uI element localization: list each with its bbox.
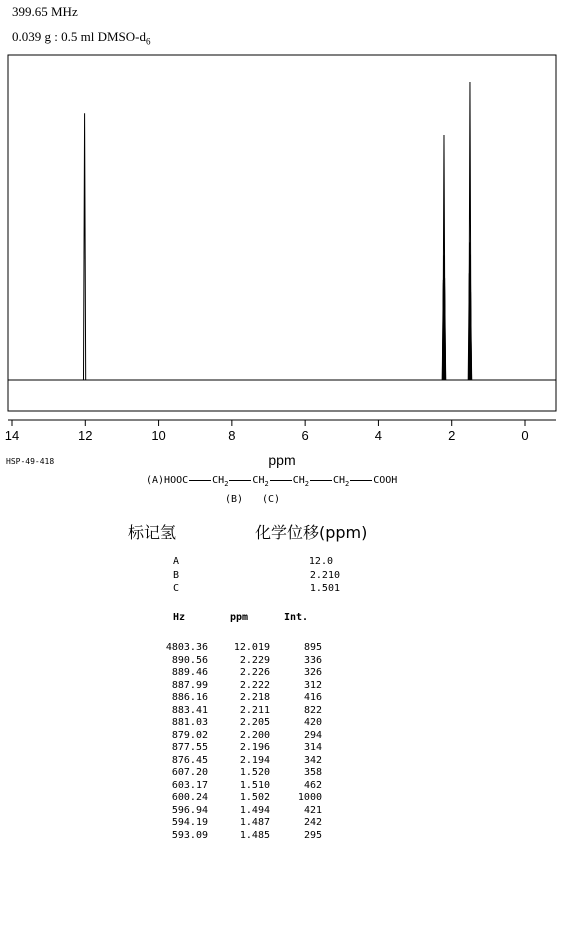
table-row bbox=[150, 792, 322, 805]
spectrum-peak bbox=[83, 113, 85, 380]
x-tick-label: 6 bbox=[301, 428, 309, 443]
assignment-row: C 1.501 bbox=[173, 583, 340, 594]
sample-info-main: 0.039 g : 0.5 ml DMSO-d bbox=[12, 29, 146, 44]
int-value: 421 bbox=[303, 804, 322, 816]
bond bbox=[270, 480, 292, 481]
x-tick-label: 4 bbox=[374, 428, 383, 443]
int-value: 420 bbox=[303, 717, 322, 728]
hz-value: 4803.36 bbox=[165, 642, 208, 653]
hz-value: 887.99 bbox=[171, 679, 208, 691]
table-row bbox=[150, 680, 322, 693]
ppm-value: 2.218 bbox=[239, 692, 270, 703]
int-value: 295 bbox=[303, 829, 322, 841]
assignment-table bbox=[150, 555, 340, 596]
col-int: Int. bbox=[283, 612, 309, 623]
bond bbox=[229, 480, 251, 481]
ppm-value: 2.229 bbox=[239, 654, 270, 666]
group-ch2-c: $CH_2$ bbox=[252, 475, 269, 488]
assignment-header-label: 标记氢 bbox=[128, 523, 177, 542]
int-value: 336 bbox=[303, 654, 322, 666]
col-ppm: ppm bbox=[229, 612, 249, 623]
hz-value: 876.45 bbox=[171, 754, 208, 766]
ppm-value: 2.226 bbox=[239, 667, 270, 678]
group-ch2-b: $CH_2$ bbox=[212, 475, 229, 488]
table-row bbox=[150, 730, 322, 743]
table-row bbox=[150, 767, 322, 780]
spectrum-code: HSP-49-418 bbox=[6, 457, 55, 466]
int-value: 822 bbox=[303, 704, 322, 716]
int-value: 326 bbox=[303, 667, 322, 678]
col-hz: Hz bbox=[172, 612, 186, 623]
table-row bbox=[150, 817, 322, 830]
table-row bbox=[150, 805, 322, 818]
ppm-value: 2.205 bbox=[239, 717, 270, 728]
hz-value: 593.09 bbox=[171, 829, 208, 841]
x-tick-label: 2 bbox=[448, 428, 456, 443]
ppm-value: 1.487 bbox=[239, 817, 270, 828]
x-tick-label: 0 bbox=[521, 428, 529, 443]
spectrometer-frequency: 399.65 MHz bbox=[12, 4, 78, 19]
table-row bbox=[150, 642, 322, 655]
ppm-value: 1.494 bbox=[239, 804, 270, 816]
ppm-value: 2.194 bbox=[239, 754, 270, 766]
hz-value: 603.17 bbox=[171, 779, 208, 791]
ppm-value: 12.019 bbox=[233, 642, 270, 653]
table-row bbox=[150, 717, 322, 730]
table-row bbox=[150, 830, 322, 843]
hz-value: 877.55 bbox=[171, 742, 208, 753]
structure-formula bbox=[146, 475, 397, 488]
ppm-value: 2.200 bbox=[239, 729, 270, 741]
table-row bbox=[150, 755, 322, 768]
hz-value: 886.16 bbox=[171, 692, 208, 703]
ppm-value: 1.510 bbox=[239, 779, 270, 791]
ppm-value: 2.222 bbox=[239, 679, 270, 691]
peaks-layer bbox=[83, 82, 471, 380]
hz-value: 600.24 bbox=[171, 792, 208, 803]
ppm-value: 1.520 bbox=[239, 767, 270, 778]
sample-info-subscript: 6 bbox=[145, 36, 151, 47]
table-row bbox=[150, 655, 322, 668]
int-value: 1000 bbox=[297, 792, 322, 803]
int-value: 242 bbox=[303, 817, 322, 828]
plot-frame bbox=[8, 55, 556, 411]
hz-value: 881.03 bbox=[171, 717, 208, 728]
group-cooh: COOH bbox=[373, 475, 398, 486]
label-c: (C) bbox=[262, 494, 281, 505]
table-row bbox=[150, 667, 322, 680]
table-row bbox=[150, 705, 322, 718]
int-value: 416 bbox=[303, 692, 322, 703]
hz-value: 607.20 bbox=[171, 767, 208, 778]
x-tick-label: 10 bbox=[151, 428, 166, 443]
assignment-header-shift: 化学位移(ppm) bbox=[255, 523, 368, 542]
group-ch2-b2: $CH_2$ bbox=[332, 475, 350, 488]
bond bbox=[350, 480, 372, 481]
hz-value: 883.41 bbox=[171, 704, 208, 716]
bond bbox=[189, 480, 211, 481]
int-value: 342 bbox=[303, 754, 322, 766]
x-tick-label: 8 bbox=[228, 428, 236, 443]
peak-table-header bbox=[150, 612, 322, 642]
int-value: 895 bbox=[303, 642, 322, 653]
label-b: (B) bbox=[225, 494, 244, 505]
peak-table bbox=[150, 612, 322, 842]
assignment-row: B 2.210 bbox=[173, 569, 340, 581]
int-value: 294 bbox=[303, 729, 322, 741]
int-value: 358 bbox=[303, 767, 322, 778]
assignment-row: A 12.0 bbox=[173, 556, 333, 567]
ppm-value: 1.502 bbox=[239, 792, 270, 803]
x-ticks bbox=[5, 420, 529, 443]
int-value: 462 bbox=[303, 779, 322, 791]
int-value: 312 bbox=[303, 679, 322, 691]
hz-value: 879.02 bbox=[171, 729, 208, 741]
x-axis-title: ppm bbox=[268, 452, 296, 468]
group-hooc: (A)HOOC bbox=[146, 475, 189, 486]
table-row bbox=[150, 780, 322, 793]
hz-value: 890.56 bbox=[171, 654, 208, 666]
x-tick-label: 12 bbox=[78, 428, 93, 443]
table-row bbox=[150, 742, 322, 755]
group-ch2-c2: $CH_2$ bbox=[292, 475, 309, 488]
ppm-value: 1.485 bbox=[239, 829, 270, 841]
int-value: 314 bbox=[303, 742, 322, 753]
hz-value: 594.19 bbox=[171, 817, 208, 828]
ppm-value: 2.196 bbox=[239, 742, 270, 753]
x-tick-label: 14 bbox=[4, 428, 20, 443]
hz-value: 596.94 bbox=[171, 804, 208, 816]
table-row bbox=[150, 692, 322, 705]
ppm-value: 2.211 bbox=[239, 704, 270, 716]
hz-value: 889.46 bbox=[171, 667, 208, 678]
bond bbox=[310, 480, 332, 481]
